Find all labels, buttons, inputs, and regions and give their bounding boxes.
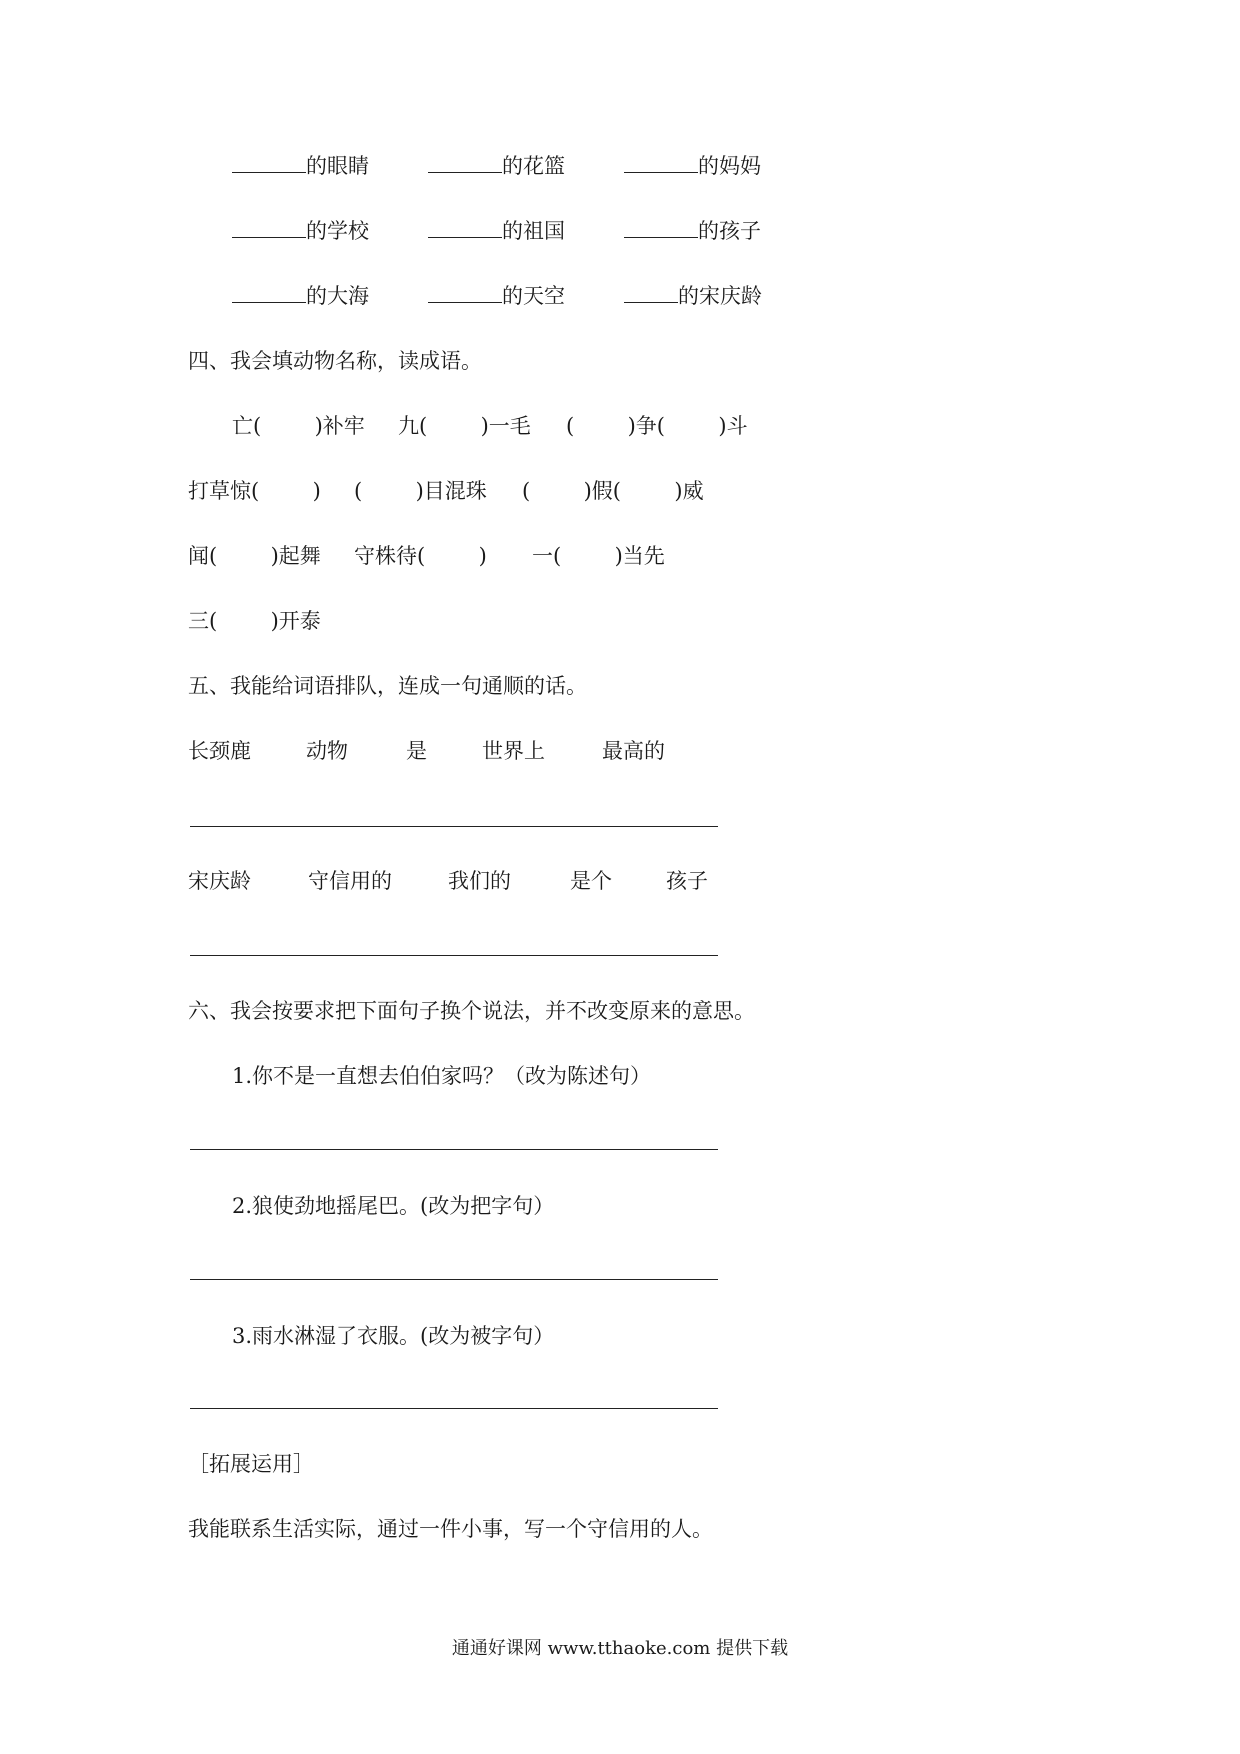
answer-blank[interactable] (428, 152, 502, 173)
word-chip: 我们的 (448, 869, 511, 893)
word-chip: 是 (406, 739, 427, 763)
section5-heading: 五、我能给词语排队，连成一句通顺的话。 (188, 674, 587, 698)
word-chip: 孩子 (666, 869, 708, 893)
answer-blank[interactable] (232, 152, 306, 173)
idiom-item[interactable]: ( )假( )威 (522, 479, 704, 503)
idiom-item[interactable]: 九( )一毛 (398, 414, 531, 438)
idiom-item[interactable]: ( )目混珠 (354, 479, 487, 503)
answer-blank[interactable] (624, 282, 678, 303)
idiom-item[interactable]: 一( )当先 (532, 544, 665, 568)
answer-blank[interactable] (624, 152, 698, 173)
extension-prompt: 我能联系生活实际，通过一件小事，写一个守信用的人。 (188, 1517, 713, 1541)
word-chip: 宋庆龄 (188, 869, 251, 893)
rewrite-prompt: 1.你不是一直想去伯伯家吗？（改为陈述句） (232, 1064, 652, 1088)
word-chip: 世界上 (482, 739, 545, 763)
extension-heading: ［拓展运用］ (188, 1452, 314, 1476)
blank-item: 的学校 (232, 217, 369, 245)
answer-line[interactable] (190, 1408, 718, 1409)
blank-item: 的眼睛 (232, 152, 369, 180)
blank-item: 的孩子 (624, 217, 761, 245)
blank-item: 的大海 (232, 282, 369, 310)
word-chip: 长颈鹿 (188, 739, 251, 763)
section4-heading: 四、我会填动物名称，读成语。 (188, 349, 482, 373)
word-chip: 最高的 (602, 739, 665, 763)
idiom-item[interactable]: 闻( )起舞 (188, 544, 321, 568)
idiom-item[interactable]: 亡( )补牢 (232, 414, 365, 438)
blank-item: 的天空 (428, 282, 565, 310)
blank-item: 的妈妈 (624, 152, 761, 180)
answer-blank[interactable] (428, 217, 502, 238)
rewrite-prompt: 3.雨水淋湿了衣服。(改为被字句） (232, 1324, 555, 1348)
answer-line[interactable] (190, 1279, 718, 1280)
page-footer: 通通好课网 www.tthaoke.com 提供下载 (451, 1638, 789, 1659)
idiom-item[interactable]: 打草惊( ) (188, 479, 321, 503)
answer-blank[interactable] (232, 282, 306, 303)
idiom-item[interactable]: 三( )开泰 (188, 609, 321, 633)
answer-blank[interactable] (624, 217, 698, 238)
blank-item: 的花篮 (428, 152, 565, 180)
answer-line[interactable] (190, 1149, 718, 1150)
word-chip: 守信用的 (308, 869, 392, 893)
answer-blank[interactable] (428, 282, 502, 303)
blank-item: 的祖国 (428, 217, 565, 245)
answer-line[interactable] (190, 826, 718, 827)
rewrite-prompt: 2.狼使劲地摇尾巴。(改为把字句） (232, 1194, 555, 1218)
idiom-item[interactable]: 守株待( ) (354, 544, 487, 568)
idiom-item[interactable]: ( )争( )斗 (566, 414, 748, 438)
section6-heading: 六、我会按要求把下面句子换个说法，并不改变原来的意思。 (188, 999, 755, 1023)
word-chip: 是个 (570, 869, 612, 893)
blank-item: 的宋庆龄 (624, 282, 762, 310)
answer-blank[interactable] (232, 217, 306, 238)
word-chip: 动物 (306, 739, 348, 763)
answer-line[interactable] (190, 955, 718, 956)
